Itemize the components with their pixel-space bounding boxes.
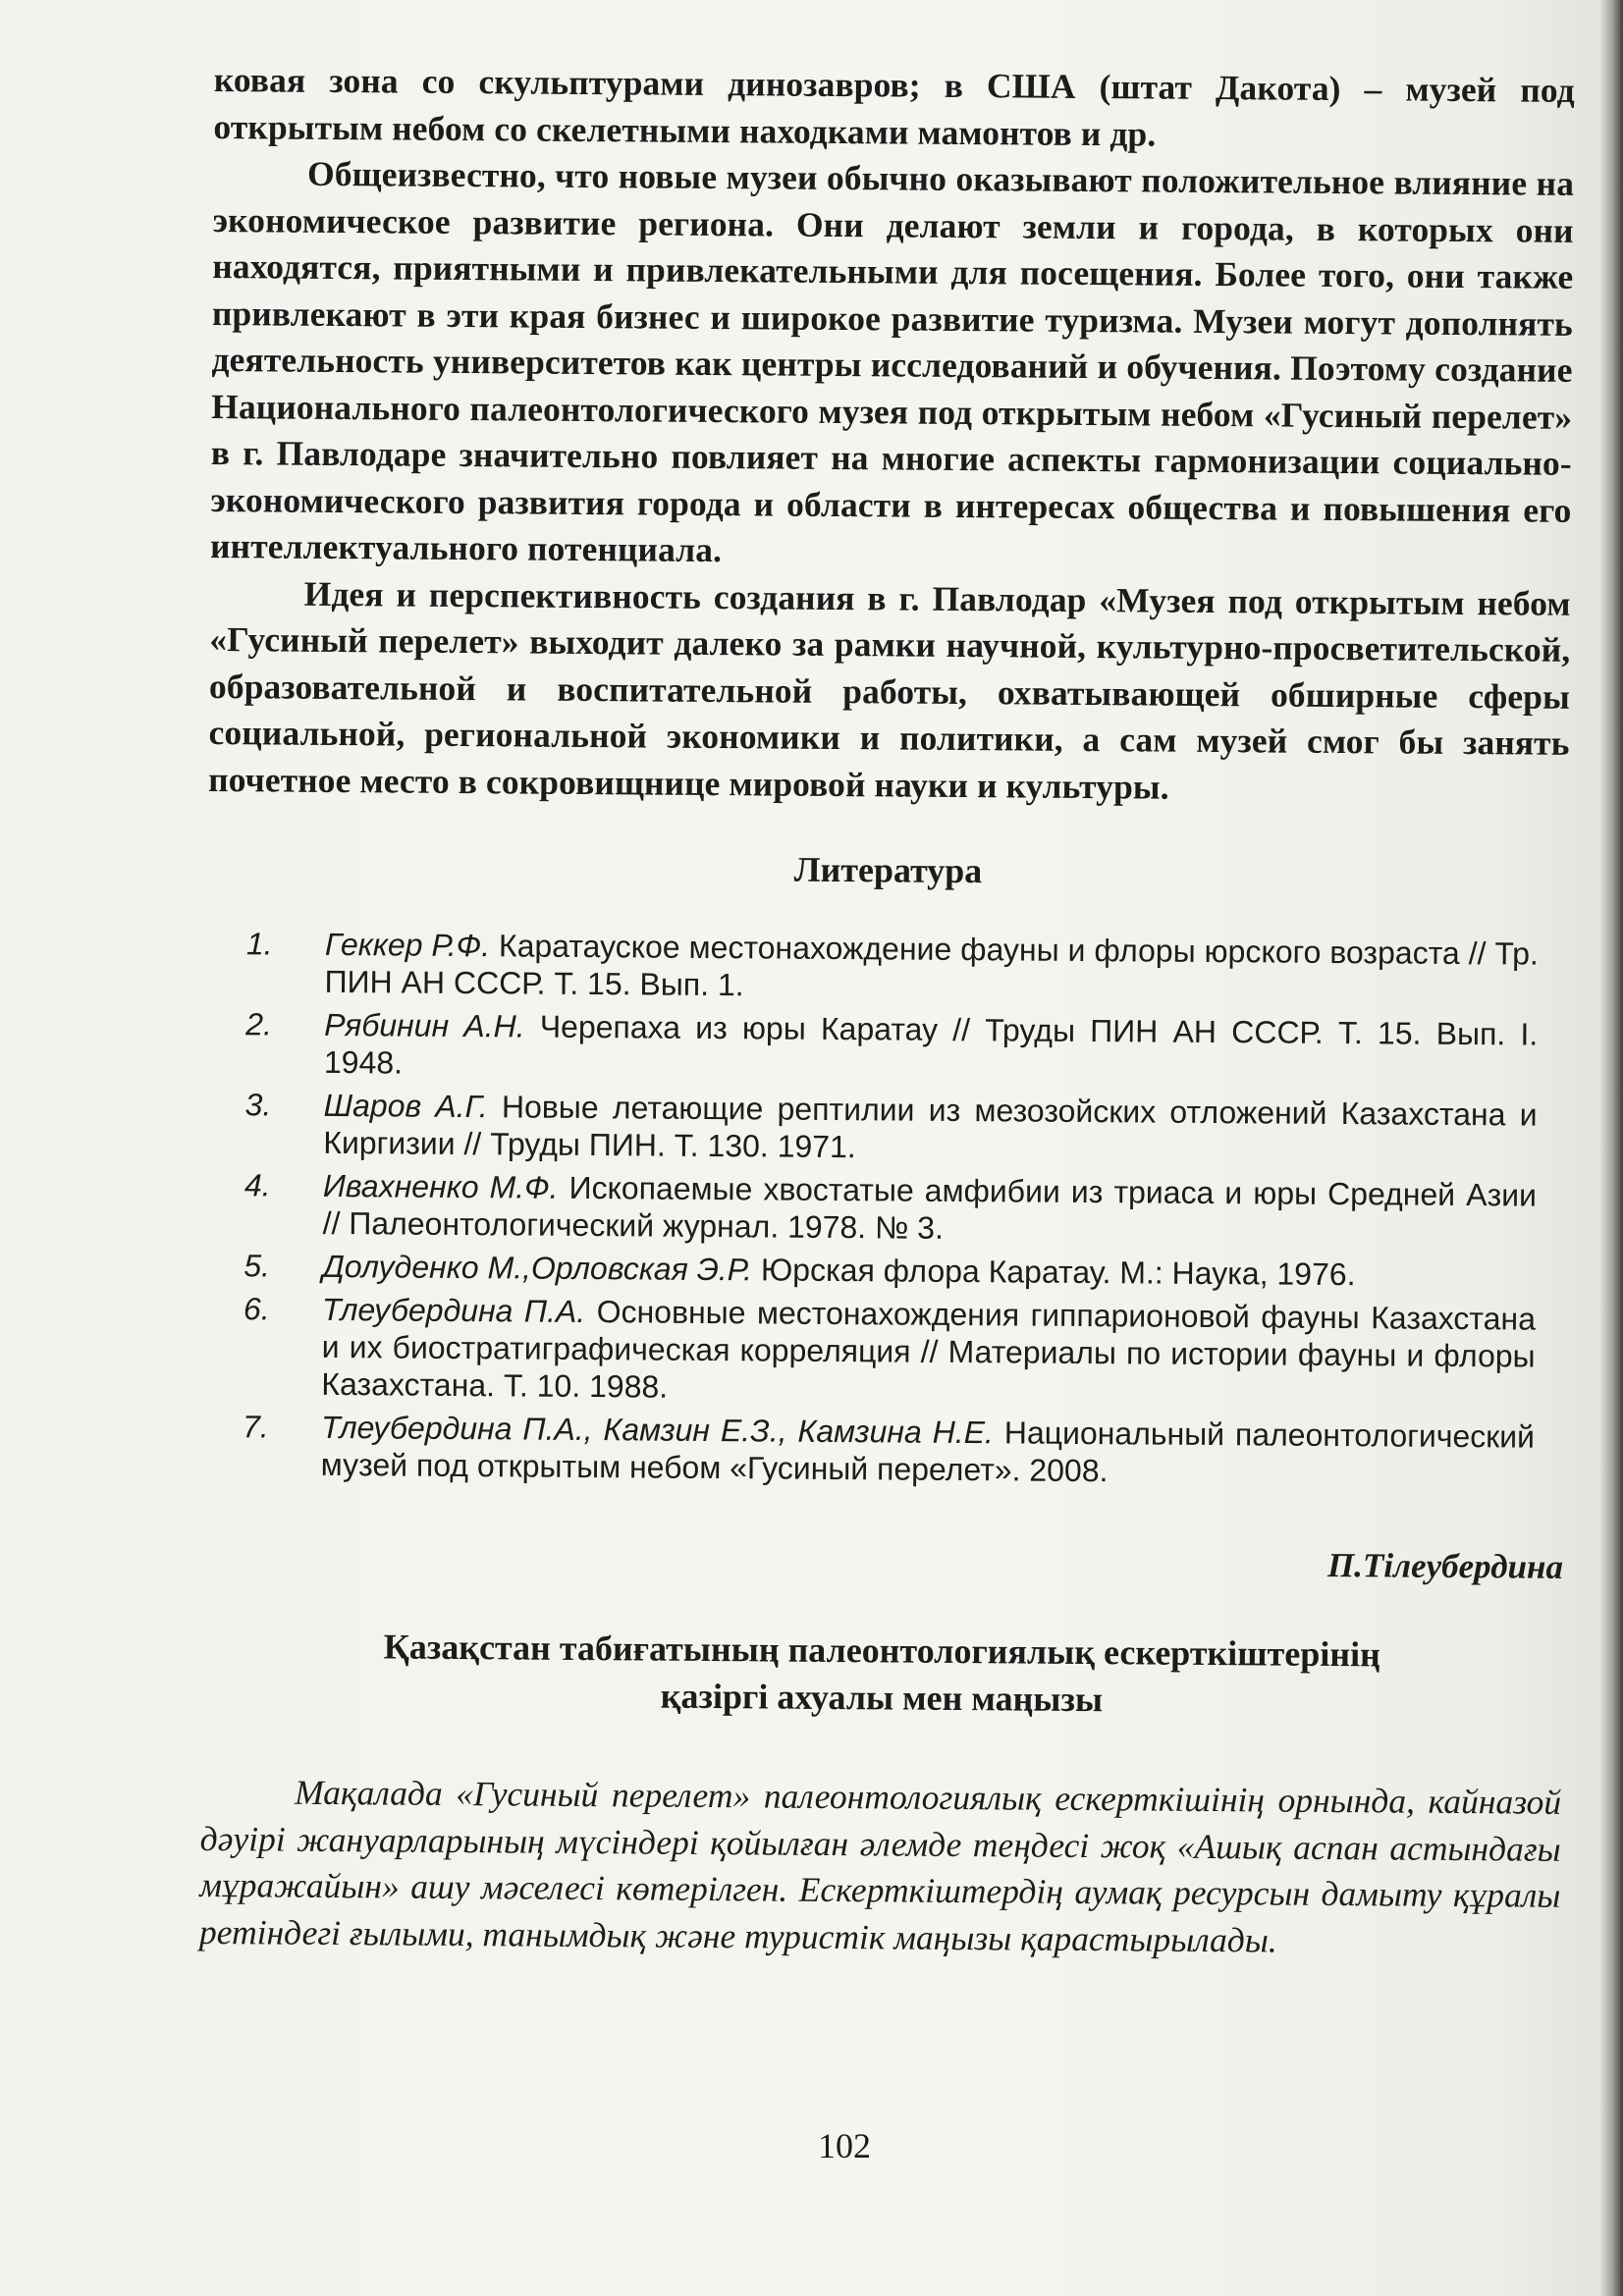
reference-text: Новые летающие рептилии из мезозойских отложений Казахстана и Киргизии // Труды ПИН. Т. 130. 1971. <box>323 1089 1538 1165</box>
reference-text: Национальный палеонтологический музей под открытым небом «Гусиный перелет». 2008. <box>320 1415 1536 1489</box>
page-content <box>199 57 1575 1966</box>
article-abstract: Мақалада «Гусиный перелет» палеонтологиялық ескерткішінің орнында, кайназой дәуірі жануарларының мүсіндері қойылған әлемде теңдесі жоқ «Ашық аспан астындағы мұражайын» ашу мәселесі көтерілген. Ескерткіштердің аумақ ресурсын дамыту құралы ретіндегі ғылыми, танымдық және туристік маңызы қарастырылады. <box>198 1772 1562 1960</box>
reference-item: 2. Рябинин А.Н. Черепаха из юры Каратау // Труды ПИН АН СССР. Т. 15. Вып. I. 1948. <box>245 1006 1539 1081</box>
literature-heading: Литература <box>793 849 983 891</box>
paragraph-museum-idea: Идея и перспективность создания в г. Павлодар «Музея под открытым небом «Гусиный перелет» выходит далеко за рамки научной, культурно-просветительской, образовательной и воспитательной работы, охватывающей обширные сферы социальной, региональной экономики и политики, а сам музей смог бы занять почетное место в сокровищнице мировой науки и культуры. <box>208 573 1571 807</box>
reference-text: Основные местонахождения гиппарионовой фауны Казахстана и их биостратиграфическая корреляция // Материалы по истории фауны и флоры Казахстана. Т. 10. 1988. <box>321 1294 1537 1405</box>
article-title-line-2: қазіргі ахуалы мен маңызы <box>660 1676 1104 1720</box>
book-spine-shadow <box>1599 0 1623 2296</box>
reference-author: Ивахненко М.Ф. <box>322 1167 559 1205</box>
reference-item: 3. Шаров А.Г. Новые летающие рептилии из мезозойских отложений Казахстана и Киргизии // Труды ПИН. Т. 130. 1971. <box>244 1087 1538 1165</box>
reference-item: 5. Долуденко М.,Орловская Э.Р. Юрская флора Каратау. М.: Наука, 1976. <box>243 1248 1356 1293</box>
reference-item: 1. Геккер Р.Ф. Каратауское местонахождение фауны и флоры юрского возраста // Тр. ПИН АН СССР. Т. 15. Вып. 1. <box>245 926 1540 1003</box>
paragraph-continued: ковая зона со скульптурами динозавров; в США (штат Дакота) – музей под открытым небом со скелетными находками мамонтов и др. <box>213 59 1575 154</box>
reference-author: Тлеубердина П.А. <box>321 1291 586 1330</box>
author-signature: П.Тілеубердина <box>1326 1545 1564 1586</box>
reference-text: Юрская флора Каратау. М.: Наука, 1976. <box>751 1252 1356 1293</box>
reference-author: Тлеубердина П.А., Камзин Е.З., Камзина Н.Е. <box>320 1409 995 1451</box>
paragraph-museum-impact: Общеизвестно, что новые музеи обычно оказывают положительное влияние на экономическое развитие региона. Они делают земли и города, в которых они находятся, приятными и привлекательными для посещения. Более того, они также привлекают в эти края бизнес и широкое развитие туризма. Музеи могут дополнять деятельность университетов как центры исследований и обучения. Поэтому создание Национального палеонтологического музея под открытым небом «Гусиный перелет» в г. Павлодаре значительно повлияет на многие аспекты гармонизации социально-экономического развития города и области в интересах общества и повышения его интеллектуального потенциала. <box>209 153 1575 570</box>
reference-text: Ископаемые хвостатые амфибии из триаса и юры Средней Азии // Палеонтологический журнал. 1978. № 3. <box>322 1169 1538 1246</box>
reference-text: Черепаха из юры Каратау // Труды ПИН АН СССР. Т. 15. Вып. I. 1948. <box>323 1008 1539 1081</box>
reference-item: 4. Ивахненко М.Ф. Ископаемые хвостатые амфибии из триаса и юры Средней Азии // Палеонтологический журнал. 1978. № 3. <box>243 1167 1538 1246</box>
reference-list <box>203 925 1568 1493</box>
reference-author: Рябинин А.Н. <box>324 1006 525 1044</box>
reference-author: Шаров А.Г. <box>323 1087 488 1125</box>
article-title-line-1: Қазақстан табиғатының палеонтологиялық ескерткіштерінің <box>383 1627 1380 1675</box>
reference-author: Геккер Р.Ф. <box>324 926 491 964</box>
page-number: 102 <box>818 2126 871 2165</box>
reference-author: Долуденко М.,Орловская Э.Р. <box>322 1248 753 1288</box>
reference-item: 6. Тлеубердина П.А. Основные местонахождения гиппарионовой фауны Казахстана и их биостратиграфическая корреляция // Материалы по истории фауны и флоры Казахстана. Т. 10. 1988. <box>243 1291 1537 1405</box>
article-title <box>201 1622 1563 1727</box>
reference-item: 7. Тлеубердина П.А., Камзин Е.З., Камзина Н.Е. Национальный палеонтологический музей под открытым небом «Гусиный перелет». 2008. <box>242 1409 1536 1489</box>
reference-text: Каратауское местонахождение фауны и флоры юрского возраста // Тр. ПИН АН СССР. Т. 15. Вып. 1. <box>324 928 1540 1003</box>
